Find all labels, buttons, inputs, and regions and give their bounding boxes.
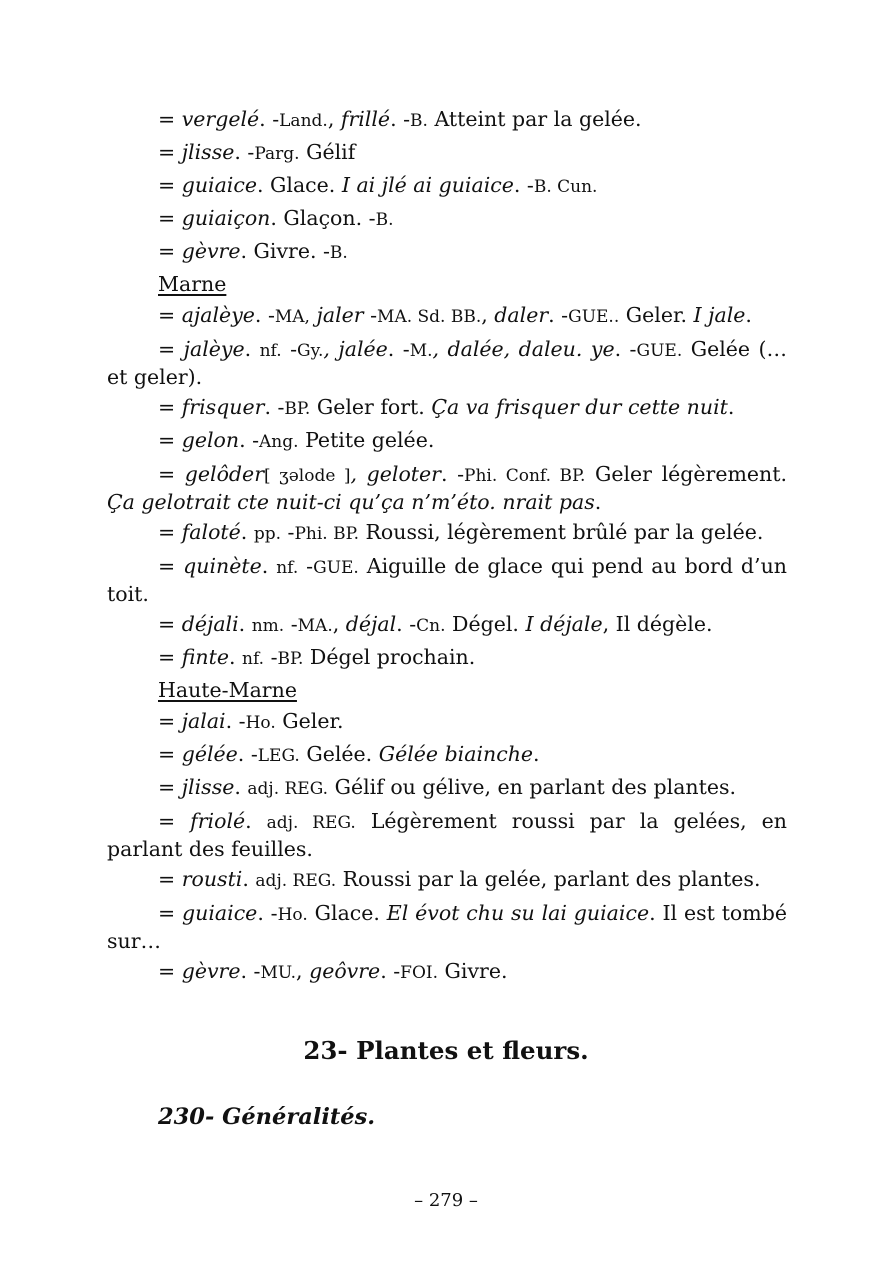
entry-friole: = friolé. adj. REG. Légèrement roussi par la gelées, en parlant des feuilles.	[107, 809, 787, 861]
entry-jaleye: = jalèye. nf. -Gy., jalée. -M., dalée, daleu. ye. -GUE. Gelée (… et geler).	[107, 337, 787, 389]
section-title: 23- Plantes et fleurs.	[303, 1036, 589, 1065]
entry-falote: = faloté. pp. -Phi. BP. Roussi, légèrement brûlé par la gelée.	[158, 520, 764, 544]
region-heading-haute-marne: Haute-Marne	[158, 678, 297, 702]
subsection-title: 230- Généralités.	[158, 1104, 376, 1130]
entry-quinete: = quinète. nf. -GUE. Aiguille de glace qui pend au bord d’un toit.	[107, 554, 787, 606]
entry-guiaicon: = guiaiçon. Glaçon. -B.	[158, 206, 394, 230]
glossary-body	[107, 104, 787, 989]
entry-finte: = finte. nf. -BP. Dégel prochain.	[158, 645, 476, 669]
entry-geloder: = gelôder[ ʒəlode ], geloter. -Phi. Conf. BP. Geler légèrement. Ça gelotrait cte nuit-ci qu’ça n’m’éto. nrait pas.	[107, 462, 787, 514]
entry-guiaice-ho: = guiaice. -Ho. Glace. El évot chu su lai guiaice. Il est tombé sur…	[107, 901, 787, 953]
entry-jlisse: = jlisse. -Parg. Gélif	[158, 140, 356, 164]
entry-jalai: = jalai. -Ho. Geler.	[158, 709, 344, 733]
entry-gelee: = gélée. -LEG. Gelée. Gélée biainche.	[158, 742, 540, 766]
entry-guiaice: = guiaice. Glace. I ai jlé ai guiaice. -B. Cun.	[158, 173, 598, 197]
entry-ajaleye: = ajalèye. -MA, jaler -MA. Sd. BB., daler. -GUE.. Geler. I jale.	[158, 303, 752, 327]
page-number: – 279 –	[414, 1190, 478, 1211]
entry-rousti: = rousti. adj. REG. Roussi par la gelée, parlant des plantes.	[158, 867, 761, 891]
region-heading-marne: Marne	[158, 272, 227, 296]
entry-jlisse-adj: = jlisse. adj. REG. Gélif ou gélive, en parlant des plantes.	[158, 775, 737, 799]
entry-gelon: = gelon. -Ang. Petite gelée.	[158, 428, 435, 452]
entry-dejali: = déjali. nm. -MA., déjal. -Cn. Dégel. I déjale, Il dégèle.	[158, 612, 713, 636]
entry-frisquer: = frisquer. -BP. Geler fort. Ça va frisquer dur cette nuit.	[158, 395, 735, 419]
entry-vergele: = vergelé. -Land., frillé. -B. Atteint par la gelée.	[158, 107, 642, 131]
entry-gevre-mu: = gèvre. -MU., geôvre. -FOI. Givre.	[158, 959, 508, 983]
entry-gevre: = gèvre. Givre. -B.	[158, 239, 348, 263]
